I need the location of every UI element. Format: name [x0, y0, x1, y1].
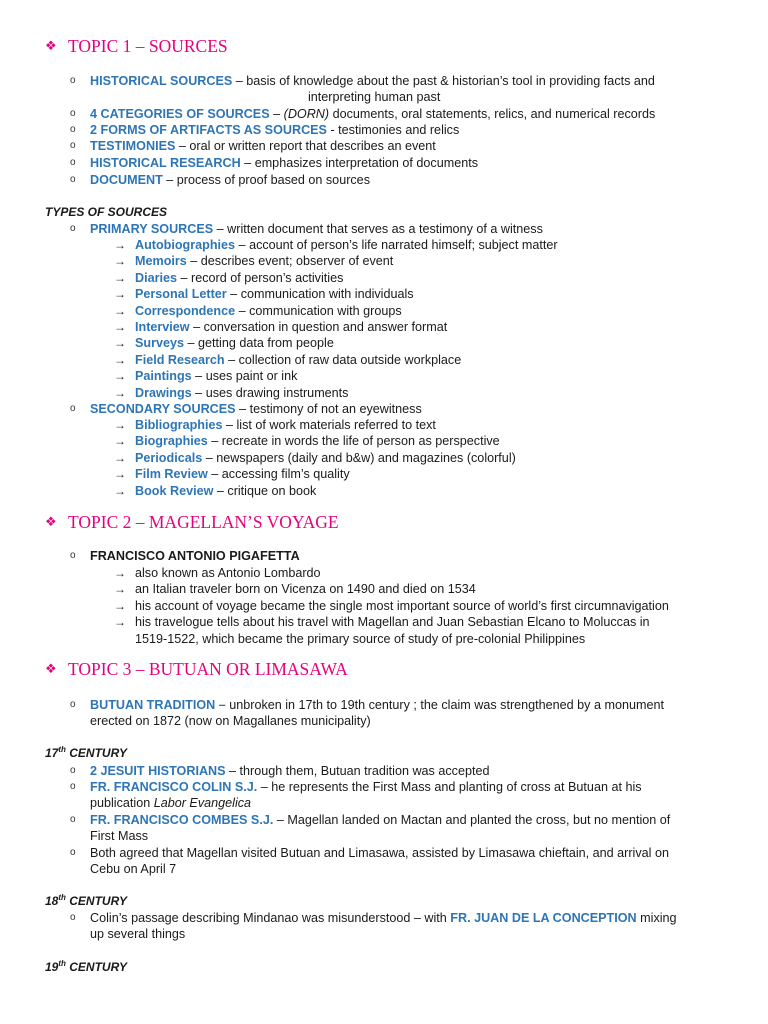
arrow-bullet-icon: →	[114, 270, 126, 285]
topic-1-title: TOPIC 1 – SOURCES	[68, 36, 228, 56]
person-name: FRANCISCO ANTONIO PIGAFETTA	[90, 549, 300, 563]
list-item: Field Research – collection of raw data outside workplace	[135, 352, 462, 367]
list-item: Paintings – uses paint or ink	[135, 369, 298, 384]
arrow-bullet-icon: →	[114, 566, 126, 580]
list-item-continuation: interpreting human past	[308, 90, 441, 104]
arrow-bullet-icon: →	[114, 418, 126, 432]
list-item: Both agreed that Magellan visited Butuan and Limasawa, assisted by Limasawa chieftain, and arrival on	[90, 846, 669, 860]
arrow-bullet-icon: →	[114, 287, 126, 302]
arrow-bullet-icon: →	[114, 352, 126, 367]
circle-bullet-icon: o	[70, 124, 76, 135]
list-item: 2 FORMS OF ARTIFACTS AS SOURCES - testimonies and relics	[90, 123, 460, 137]
century-17-heading: 17th CENTURY	[45, 745, 128, 760]
list-item: Memoirs – describes event; observer of event	[135, 254, 394, 269]
list-item: Correspondence – communication with groups	[135, 303, 402, 318]
circle-bullet-icon: o	[70, 699, 76, 710]
list-item-continuation: up several things	[90, 927, 186, 941]
list-item: Diaries – record of person’s activities	[135, 270, 344, 285]
list-item-continuation: 1519-1522, which became the primary source of study of pre-colonial Philippines	[135, 631, 586, 646]
arrow-bullet-icon: →	[114, 336, 126, 351]
diamond-bullet-icon: ❖	[45, 661, 57, 676]
arrow-bullet-icon: →	[114, 467, 126, 482]
circle-bullet-icon: o	[70, 174, 76, 185]
circle-bullet-icon: o	[70, 403, 76, 414]
list-item: FR. FRANCISCO COLIN S.J. – he represents the First Mass and planting of cross at Butuan at his	[90, 780, 642, 794]
list-item: HISTORICAL RESEARCH – emphasizes interpretation of documents	[90, 156, 479, 170]
century-18-heading: 18th CENTURY	[45, 893, 128, 908]
century-19-heading: 19th CENTURY	[45, 959, 128, 974]
diamond-bullet-icon: ❖	[45, 38, 57, 53]
topic-3-heading	[45, 659, 348, 685]
list-item: 2 JESUIT HISTORIANS – through them, Butuan tradition was accepted	[90, 764, 490, 778]
arrow-bullet-icon: →	[114, 582, 126, 597]
circle-bullet-icon: o	[70, 550, 76, 561]
arrow-bullet-icon: →	[114, 320, 126, 334]
list-item: his account of voyage became the single most important source of world’s first circumnavigation	[135, 598, 669, 613]
types-of-sources-heading: TYPES OF SOURCES	[45, 205, 168, 219]
diamond-bullet-icon: ❖	[45, 514, 57, 529]
list-item-continuation: publication Labor Evangelica	[90, 796, 252, 810]
circle-bullet-icon: o	[70, 781, 76, 792]
list-item: Biographies – recreate in words the life of person as perspective	[135, 434, 500, 449]
circle-bullet-icon: o	[70, 847, 76, 858]
list-item: Drawings – uses drawing instruments	[135, 385, 349, 400]
list-item: an Italian traveler born on Vicenza on 1490 and died on 1534	[135, 582, 476, 597]
list-item: Book Review – critique on book	[135, 483, 317, 498]
topic-3-title: TOPIC 3 – BUTUAN OR LIMASAWA	[68, 659, 348, 679]
list-item: HISTORICAL SOURCES – basis of knowledge about the past & historian’s tool in providing facts and	[90, 74, 655, 88]
list-item: his travelogue tells about his travel with Magellan and Juan Sebastian Elcano to Moluccas in	[135, 615, 650, 630]
arrow-bullet-icon: →	[114, 254, 126, 269]
list-item: Periodicals – newspapers (daily and b&w) and magazines (colorful)	[135, 450, 516, 465]
list-item: DOCUMENT – process of proof based on sources	[90, 173, 370, 187]
topic-2-heading	[45, 512, 339, 538]
list-item: Film Review – accessing film’s quality	[135, 467, 350, 482]
list-item: FR. FRANCISCO COMBES S.J. – Magellan landed on Mactan and planted the cross, but no mention of	[90, 813, 671, 827]
circle-bullet-icon: o	[70, 75, 76, 86]
list-item: Colin’s passage describing Mindanao was misunderstood – with FR. JUAN DE LA CONCEPTION mixing	[90, 911, 677, 925]
list-item: SECONDARY SOURCES – testimony of not an eyewitness	[90, 402, 422, 416]
circle-bullet-icon: o	[70, 912, 76, 923]
circle-bullet-icon: o	[70, 140, 76, 151]
arrow-bullet-icon: →	[114, 450, 126, 465]
list-item: BUTUAN TRADITION – unbroken in 17th to 19th century ; the claim was strengthened by a monument	[90, 698, 664, 712]
list-item-continuation: Cebu on April 7	[90, 862, 177, 876]
arrow-bullet-icon: →	[114, 385, 126, 400]
topic-1-heading	[45, 36, 228, 62]
list-item: PRIMARY SOURCES – written document that serves as a testimony of a witness	[90, 222, 543, 236]
list-item: Autobiographies – account of person’s life narrated himself; subject matter	[135, 238, 558, 252]
list-item: TESTIMONIES – oral or written report that describes an event	[90, 139, 436, 153]
arrow-bullet-icon: →	[114, 303, 126, 318]
circle-bullet-icon: o	[70, 223, 76, 234]
list-item-continuation: erected on 1872 (now on Magallanes municipality)	[90, 714, 371, 728]
list-item: 4 CATEGORIES OF SOURCES – (DORN) documents, oral statements, relics, and numerical records	[90, 107, 656, 121]
topic-2-title: TOPIC 2 – MAGELLAN’S VOYAGE	[68, 512, 339, 532]
arrow-bullet-icon: →	[114, 483, 126, 498]
list-item: Personal Letter – communication with individuals	[135, 287, 414, 302]
list-item: also known as Antonio Lombardo	[135, 566, 321, 580]
arrow-bullet-icon: →	[114, 598, 126, 613]
arrow-bullet-icon: →	[114, 434, 126, 449]
list-item: Surveys – getting data from people	[135, 336, 334, 351]
arrow-bullet-icon: →	[114, 238, 126, 252]
list-item-continuation: First Mass	[90, 829, 149, 843]
list-item: Interview – conversation in question and answer format	[135, 320, 448, 334]
circle-bullet-icon: o	[70, 108, 76, 119]
circle-bullet-icon: o	[70, 814, 76, 825]
circle-bullet-icon: o	[70, 765, 76, 776]
arrow-bullet-icon: →	[114, 369, 126, 384]
circle-bullet-icon: o	[70, 157, 76, 168]
arrow-bullet-icon: →	[114, 615, 126, 630]
list-item: Bibliographies – list of work materials referred to text	[135, 418, 436, 432]
